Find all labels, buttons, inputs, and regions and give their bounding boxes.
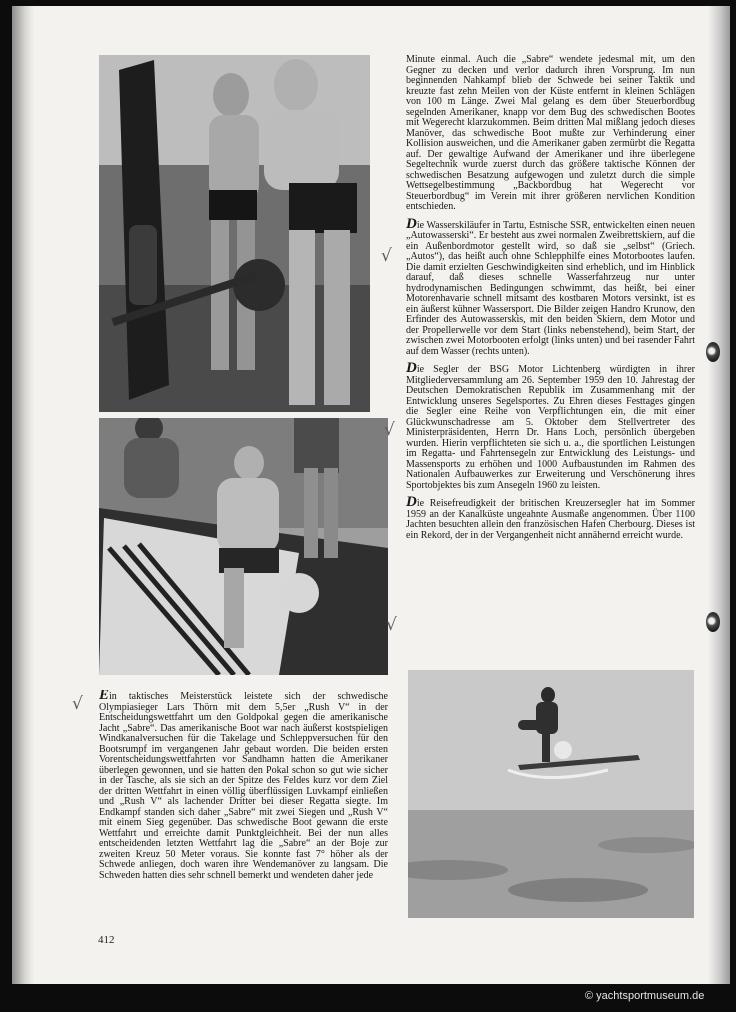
paragraph-text: ie Reisefreudigkeit der britischen Kreuzersegler hat im Sommer 1959 an der Kanalküste ungeahnte Ausmaße angenommen. Über 1100 Jachten besuchten allein den französischen Hafen Cherbourg. Dieses ist ein Rekord, der in der Vergangenheit nicht annähernd erreicht wurde. <box>406 498 695 541</box>
left-text-column <box>99 690 388 926</box>
binder-ring <box>706 612 720 632</box>
page-number: 412 <box>98 934 115 946</box>
paragraph-text: ie Segler der BSG Motor Lichtenberg würdigten in ihrer Mitgliederversammlung am 26. September 1959 den 10. Jahrestag der Deutschen Demokratischen Republik im Zusammenhang mit der Entwicklung unseres Segelsportes. Zu Ehren dieses Festtages gingen die Segler eine Reihe von Verpflichtungen ein, die mit einer Glückwunschadresse am 5. Oktober dem Stellvertreter des Ministerpräsidenten, Herrn Dr. Hans Loch, persönlich übergeben wurden. Hierin verpflichteten sie sich u. a., die sportlichen Leistungen im Regatta- und Fahrtensegeln zur Entwicklung des Leistungs- und Massensports zu erhöhen und 1000 Aufbaustunden im Rahmen des Nationalen Aufbauwerkes zur Erweiterung und Verschönerung ihres Sportobjektes bis zum Ansegeln 1960 zu leisten. <box>406 364 695 491</box>
drop-cap: D <box>406 215 417 232</box>
proof-mark: √ <box>386 615 397 635</box>
photo-men-at-boat <box>99 418 388 675</box>
photo-two-men-autowasserski <box>99 55 370 412</box>
article-cherbourg <box>406 494 695 541</box>
article-continuation: Minute einmal. Auch die „Sabre“ wendete jedesmal mit, um den Gegner zu decken und verlor dadurch ihren Vorsprung. Im nun beginnenden Nahkampf blieb der Schwede bei seiner Taktik und kreuzte fast zehn Meilen von der Küste entfernt in kleinen Schlägen von 100 m Länge. Zwei Mal gelang es dem über Steuerbordbug segelnden Amerikaner, knapp vor dem Bug des schwedischen Bootes mit Wegerecht klarzukommen. Beim dritten Mal mißlang jedoch dieses Manöver, das schwedische Boot mußte zur Verhinderung einer Kollision ausweichen, und die Amerikaner gaben zermürbt die Regatta auf. Der gewaltige Aufwand der Amerikaner und ihre überlegene Segeltechnik wurde zuerst durch das größere taktische Können der schwedischen Besatzung aufgewogen und zuletzt durch die simple Wettsegelbestimmung „Backbordbug hat Wegerecht vor Steuerbordbug“ im Verein mit ihrer größeren nervlichen Kondition entschieden. <box>406 55 695 212</box>
proof-mark: √ <box>381 246 392 266</box>
drop-cap: D <box>406 494 417 510</box>
article-goldpokal <box>99 690 388 881</box>
proof-mark: √ <box>384 420 395 440</box>
right-text-column <box>406 55 695 665</box>
paragraph-text: ie Wasserskiläufer in Tartu, Estnische SSR, entwickelten einen neuen „Autowasserski“. Er besteht aus zwei normalen Zweibrettskiern, auf die ein Außenbordmotor gestellt wird, so daß sie „selbst“ (Griech. „Autos“), das heißt auch ohne Schlepphilfe eines Motorbootes laufen. Die damit erzielten Geschwindigkeiten sind erheblich, und im Hinblick darauf, daß dieses schnelle Wasserfahrzeug nur unter hydrodynamischen Bedingungen schwimmt, das heißt, bei einer Motorenhavarie schnell mitsamt des kostbaren Motors versinkt, ist es ein äußerst kühner Wassersport. Die Bilder zeigen Handro Krunow, den Erfinder des Autowasserskis, mit den beiden Skiern, dem Motor und der Propellerwelle vor dem Start (links nebenstehend), beim Start, der zwischen zwei Motorbooten erfolgt (links unten) und bei rasender Fahrt auf dem Wasser (rechts unten). <box>406 219 695 357</box>
proof-mark: √ <box>72 694 83 714</box>
article-bsg-lichtenberg <box>406 360 695 491</box>
binder-ring <box>706 342 720 362</box>
photo-water-ski-on-lake <box>408 670 694 918</box>
article-autowasserski <box>406 215 695 358</box>
book-gutter-left <box>12 6 34 984</box>
drop-cap: D <box>406 360 417 376</box>
watermark: © yachtsportmuseum.de <box>585 990 705 1002</box>
drop-cap: E <box>99 690 110 703</box>
book-gutter-right <box>708 6 730 984</box>
paragraph-text: in taktisches Meisterstück leistete sich der schwedische Olympiasieger Lars Thörn mit dem 5,5er „Rush V“ in der Entscheidungswettfahrt um den Goldpokal gegen die amerikanische Jacht „Sabre“. Das amerikanische Boot war nach äußerst kostspieligen Windkanalversuchen für die Takelage und Schleppversuchen für den Bootsrumpf im vergangenen Jahr gebaut worden. Die beiden ersten Vorentscheidungswettfahrten vor Sandhamn hatten die Amerikaner überlegen gewonnen, und sie hatten den Pokal schon so gut wie sicher in der Tasche, als sie sich an der Spitze des Feldes kurz vor dem Ziel der dritten Wettfahrt in einen völlig überflüssigen Luvkampf einließen und „Rush V“ als lachender Dritter bei dieser Regatta siegte. Im Endkampf standen sich daher „Sabre“ mit zwei Siegen und „Rush V“ mit einem Sieg gegenüber. Das schwedische Boot gewann die erste Wettfahrt und erreichte damit Punktgleichheit. Bei der nun alles entscheidenden letzten Wettfahrt lag die „Sabre“ an der Boje zur zweiten Kreuz 50 Meter voraus. Sie konnte fast 7° höher als der Schwede anliegen, doch waren ihre Wendemanöver zu langsam. Die Schweden hatten dies sehr schnell bemerkt und wendeten daher jede <box>99 691 388 881</box>
